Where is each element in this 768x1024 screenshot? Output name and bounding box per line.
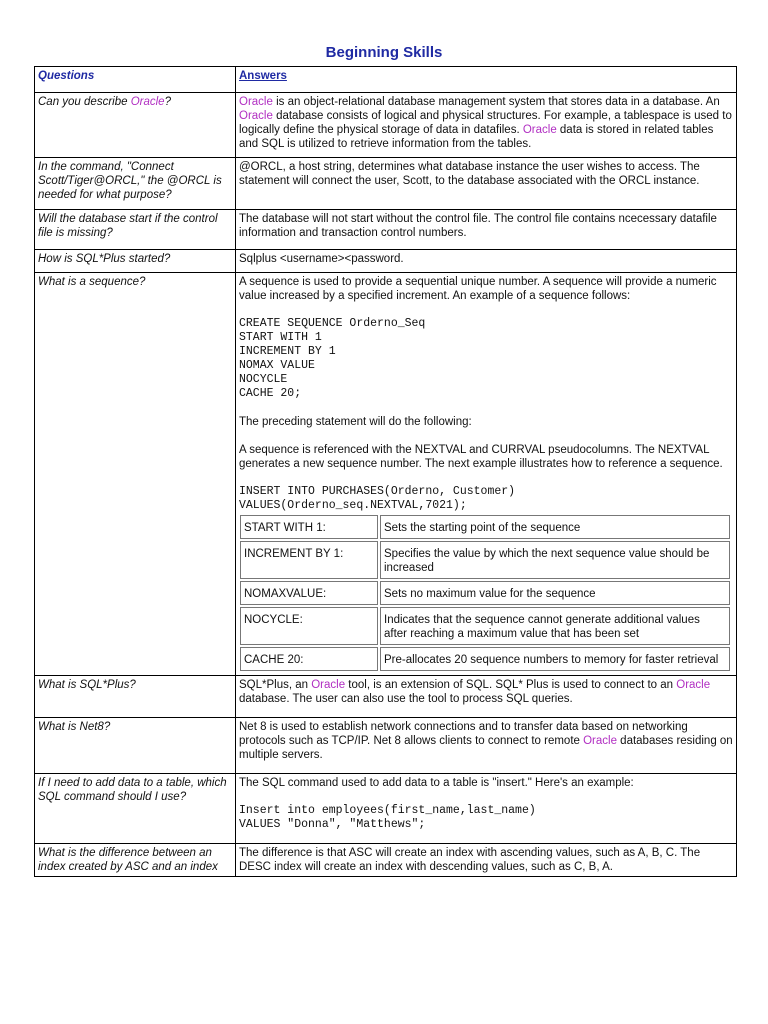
sequence-intro: A sequence is used to provide a sequential unique number. A sequence will provide a numeric value increased by a specified increment. An example of a sequence follows: bbox=[239, 276, 717, 302]
question-cell: What is the difference between an index created by ASC and an index bbox=[35, 844, 236, 877]
answer-cell: The database will not start without the control file. The control file contains ncecessary datafile information and transaction control numbers. bbox=[236, 210, 737, 250]
answer-cell: Sqlplus <username><password. bbox=[236, 250, 737, 273]
answer-cell bbox=[236, 93, 737, 158]
answer-text: data is stored in related tables and SQL is utilized to retrieve information from the tables. bbox=[239, 124, 714, 150]
answer-cell bbox=[236, 676, 737, 718]
question-cell bbox=[35, 93, 236, 158]
question-cell: What is a sequence? bbox=[35, 273, 236, 676]
option-key: CACHE 20: bbox=[240, 647, 378, 671]
header-row bbox=[35, 67, 737, 93]
question-cell: What is Net8? bbox=[35, 718, 236, 774]
answers-header: Answers bbox=[236, 67, 737, 93]
answer-text: database. The user can also use the tool to process SQL queries. bbox=[239, 693, 573, 705]
question-cell: What is SQL*Plus? bbox=[35, 676, 236, 718]
oracle-term: Oracle bbox=[311, 679, 346, 691]
oracle-term: Oracle bbox=[239, 96, 273, 108]
question-cell: How is SQL*Plus started? bbox=[35, 250, 236, 273]
answer-cell bbox=[236, 718, 737, 774]
insert-code: INSERT INTO PURCHASES(Orderno, Customer) VALUES(Orderno_seq.NEXTVAL,7021); bbox=[239, 485, 516, 512]
oracle-term: Oracle bbox=[522, 124, 557, 136]
option-desc: Pre-allocates 20 sequence numbers to memory for faster retrieval bbox=[380, 647, 730, 671]
qa-table bbox=[34, 66, 737, 877]
option-key: NOMAXVALUE: bbox=[240, 581, 378, 605]
page-title: Beginning Skills bbox=[325, 44, 443, 61]
question-cell: If I need to add data to a table, which SQL command should I use? bbox=[35, 774, 236, 844]
answer-text: Net 8 is used to establish network connections and to transfer data based on networking protocols such as TCP/IP. Net 8 allows clients to connect to remote bbox=[239, 721, 688, 747]
option-desc: Sets the starting point of the sequence bbox=[380, 515, 730, 539]
option-row bbox=[240, 607, 730, 645]
answer-cell bbox=[236, 774, 737, 844]
answer-text: tool, is an extension of SQL. SQL* Plus is used to connect to an bbox=[345, 679, 677, 691]
answer-text: The SQL command used to add data to a table is "insert." Here's an example: bbox=[239, 777, 634, 789]
option-key: START WITH 1: bbox=[240, 515, 378, 539]
answer-text: SQL*Plus, an bbox=[239, 679, 312, 691]
referenced-text: A sequence is referenced with the NEXTVAL and CURRVAL pseudocolumns. The NEXTVAL generates a new sequence number. The next example illustrates how to reference a sequence. bbox=[239, 444, 723, 470]
answer-cell bbox=[236, 273, 737, 676]
answer-text: databases residing on multiple servers. bbox=[239, 735, 733, 761]
answer-cell: @ORCL, a host string, determines what database instance the user wishes to access. The statement will connect the user, Scott, to the database associated with the ORCL instance. bbox=[236, 158, 737, 210]
insert-example-code: Insert into employees(first_name,last_name) VALUES "Donna", "Matthews"; bbox=[239, 804, 536, 831]
preceding-text: The preceding statement will do the following: bbox=[239, 416, 472, 428]
question-cell: In the command, "Connect Scott/Tiger@ORCL," the @ORCL is needed for what purpose? bbox=[35, 158, 236, 210]
table-row bbox=[35, 844, 737, 877]
option-row bbox=[240, 581, 730, 605]
table-row bbox=[35, 158, 737, 210]
table-row bbox=[35, 718, 737, 774]
oracle-term: Oracle bbox=[676, 679, 711, 691]
table-row bbox=[35, 210, 737, 250]
question-text: ? bbox=[164, 96, 171, 108]
option-key: INCREMENT BY 1: bbox=[240, 541, 378, 579]
option-row bbox=[240, 647, 730, 671]
oracle-term: Oracle bbox=[130, 96, 165, 108]
answer-text: is an object-relational database management system that stores data in a database. An bbox=[272, 96, 720, 108]
table-row bbox=[35, 250, 737, 273]
answer-cell: The difference is that ASC will create an index with ascending values, such as A, B, C. The DESC index will create an index with descending values, such as C, B, A. bbox=[236, 844, 737, 877]
option-desc: Sets no maximum value for the sequence bbox=[380, 581, 730, 605]
option-row bbox=[240, 515, 730, 539]
table-row bbox=[35, 273, 737, 676]
question-text: Can you describe bbox=[38, 96, 131, 108]
sequence-options-table bbox=[238, 513, 732, 673]
table-row bbox=[35, 93, 737, 158]
option-desc: Specifies the value by which the next sequence value should be increased bbox=[380, 541, 730, 579]
table-row bbox=[35, 774, 737, 844]
table-row bbox=[35, 676, 737, 718]
oracle-term: Oracle bbox=[583, 735, 617, 747]
questions-header: Questions bbox=[35, 67, 236, 93]
option-row bbox=[240, 541, 730, 579]
option-key: NOCYCLE: bbox=[240, 607, 378, 645]
oracle-term: Oracle bbox=[239, 110, 273, 122]
option-desc: Indicates that the sequence cannot generate additional values after reaching a maximum value that has been set bbox=[380, 607, 730, 645]
answer-text: database consists of logical and physical structures. For example, a tablespace is used to logically define the physical storage of data in datafiles. bbox=[239, 110, 732, 136]
question-cell: Will the database start if the control file is missing? bbox=[35, 210, 236, 250]
sequence-code: CREATE SEQUENCE Orderno_Seq START WITH 1 INCREMENT BY 1 NOMAX VALUE NOCYCLE CACHE 20; bbox=[239, 317, 426, 400]
